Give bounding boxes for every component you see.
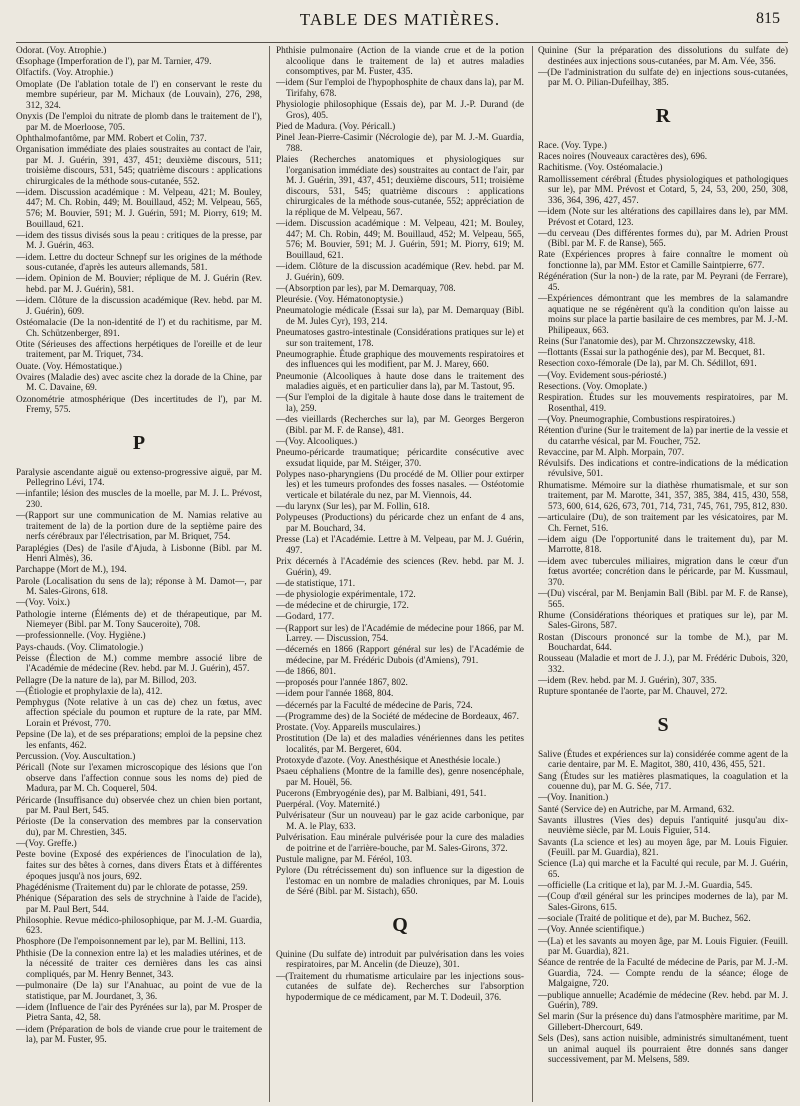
index-entry: —idem (Influence de l'air des Pyrénées sur la), par M. Prosper de Pietra Santa, 42, 58.: [16, 1002, 262, 1024]
index-entry: Organisation immédiate des plaies soustraites au contact de l'air, par M. J. Guérin, 391, 437, 451; deuxième discours, 511; troisième discours, 531, 545; quatrième discours : applications chirurgicales de la méthode sous-cutanée, 552.: [16, 144, 262, 187]
index-entry: Sels (Des), sans action nuisible, administrés simultanément, tuent un animal auquel ils pourraient être donnés sans danger successivement, par M. Melsens, 589.: [538, 1034, 788, 1066]
index-entry: —(Absorption par les), par M. Demarquay, 708.: [276, 283, 456, 294]
index-entry: —(Programme des) de la Société de médecine de Bordeaux, 467.: [276, 711, 519, 722]
index-entry: Omoplate (De l'ablation totale de l') en conservant le reste du membre supérieur, par M. Michaux (de Louvain), 276, 298, 312, 324.: [16, 79, 262, 111]
header-rule: [16, 42, 788, 43]
index-entry: —idem. Discussion académique : M. Velpeau, 421; M. Bouley, 447; M. Ch. Robin, 449; M. Bouillaud, 452; M. Velpeau, 565, 576; M. Bouvier, 591; M. J. Guérin, 591; M. Piorry, 619; M. Bouillaud, 621.: [276, 219, 524, 261]
index-entry: —(Sur l'emploi de la digitale à haute dose dans le traitement de la), 259.: [276, 393, 524, 414]
index-entry: —(Rapport sur une communication de M. Namias relative au traitement de la) de la portion dure de la septième paire des nerfs cérébraux par l'électrisation, par M. Briquet, 754.: [16, 511, 262, 543]
index-entry: Périoste (De la conservation des membres par la conservation du), par M. Chrestien, 345.: [16, 817, 262, 838]
index-entry: —de 1866, 801.: [276, 667, 336, 678]
index-entry: —idem (Rev. hebd. par M. J. Guérin), 307, 335.: [538, 676, 717, 687]
index-entry: Psaeu céphaliens (Montre de la famille des), genre nosencéphale, par M. Houël, 56.: [276, 767, 524, 788]
section-letter: Q: [392, 913, 408, 936]
index-entry: Ostéomalacie (De la non-identité de l') et du rachitisme, par M. Ch. Schützenberger, 891.: [16, 317, 262, 339]
index-entry: Sel marin (Sur la présence du) dans l'atmosphère maritime, par M. Gillebert-Dhercourt, 649.: [538, 1012, 788, 1034]
index-entry: Pellagre (De la nature de la), par M. Billod, 203.: [16, 675, 197, 686]
index-entry: Sang (Études sur les matières plasmatiques, la coagulation et la couenne du), par M. G. Sée, 717.: [538, 771, 788, 793]
index-entry: Ovaires (Maladie des) avec ascite chez la dorade de la Chine, par M. C. Davaine, 69.: [16, 372, 262, 394]
index-entry: Protoxyde d'azote. (Voy. Anesthésique et Anesthésie locale.): [276, 755, 501, 766]
index-entry: —(Voy. Pneumographie, Combustions respiratoires.): [538, 414, 736, 425]
index-entry: Races noires (Nouveaux caractères des), 696.: [538, 152, 708, 163]
index-entry: —de statistique, 171.: [276, 578, 356, 589]
index-entry: Salive (Études et expériences sur la) considérée comme agent de la carie dentaire, par M. E. Magitot, 380, 410, 436, 455, 521.: [538, 749, 788, 771]
index-entry: Race. (Voy. Type.): [538, 140, 607, 151]
index-entry: Rhumatisme. Mémoire sur la diathèse rhumatismale, et sur son traitement, par M. Marotte, 341, 357, 385, 384, 415, 430, 558, 573, 600, 614, 626, 673, 701, 714, 731, 745, 761, 795, 812, 830.: [538, 480, 788, 512]
index-entry: —du cerveau (Des différentes formes du), par M. Adrien Proust (Bibl. par M. F. de Ranse), 565.: [538, 228, 788, 250]
index-entry: Prostitution (De la) et des maladies vénériennes dans les petites localités, par M. Bergeret, 604.: [276, 734, 524, 755]
index-entry: —de physiologie expérimentale, 172.: [276, 589, 416, 600]
index-entry: —(Voy. Inanition.): [538, 793, 609, 804]
index-entry: —(Traitement du rhumatisme articulaire par les injections sous-cutanées de sulfate de). Recherches sur l'absorption hypodermique de ce médicament, par M. T. Dodeuil, 376.: [276, 971, 524, 1003]
index-entry: —infantile; lésion des muscles de la moelle, par M. J. L. Prévost, 230.: [16, 489, 262, 511]
index-entry: Rupture spontanée de l'aorte, par M. Chauvel, 272.: [538, 687, 728, 698]
index-entry: Peisse (Élection de M.) comme membre associé libre de l'Académie de médecine (Rev. hebd. par M. J. Guérin), 457.: [16, 653, 262, 675]
index-entry: Pepsine (De la), et de ses préparations; emploi de la pepsine chez les enfants, 462.: [16, 730, 262, 751]
index-entry: Quinine (Sur la préparation des dissolutions du sulfate de) destinées aux injections sous-cutanées, par M. Am. Vée, 356.: [538, 46, 788, 67]
index-entry: Phthisie pulmonaire (Action de la viande crue et de la potion alcoolique dans le traitement de la) et autres maladies consomptives, par M. Fuster, 435.: [276, 46, 524, 78]
index-entry: Resection coxo-fémorale (De la), par M. Ch. Sédillot, 691.: [538, 359, 757, 370]
index-entry: —pulmonaire (De la) sur l'Anahuac, au point de vue de la statistique, par M. Jourdanet, 3, 36.: [16, 981, 262, 1002]
index-entry: —idem pour l'année 1868, 804.: [276, 689, 394, 700]
index-entry: Odorat. (Voy. Atrophie.): [16, 46, 107, 56]
index-column-3: [538, 46, 788, 1102]
index-entry: Polypes naso-pharyngiens (Du procédé de M. Ollier pour extirper les) et les tumeurs profondes des fosses nasales. — Ostéotomie verticale et bilatérale du nez, par M. Viennois, 44.: [276, 469, 524, 502]
index-entry: —professionnelle. (Voy. Hygiène.): [16, 631, 146, 642]
index-entry: —(Rapport sur les) de l'Académie de médecine pour 1866, par M. Larrey. — Discussion, 754.: [276, 623, 524, 645]
index-entry: Péricarde (Insuffisance du) observée chez un chien bien portant, par M. Paul Bert, 545.: [16, 795, 262, 817]
index-entry: Séance de rentrée de la Faculté de médecine de Paris, par M. J.-M. Guardia, 724. — Compte rendu de la séance; éloge de Malgaigne, 720.: [538, 958, 788, 990]
index-entry: —idem (Sur l'emploi de l'hypophosphite de chaux dans la), par M. Tirifahy, 678.: [276, 78, 524, 99]
index-entry: Phénique (Séparation des sels de strychnine à l'aide de l'acide), par M. Paul Bert, 544.: [16, 893, 262, 915]
index-entry: Puerpéral. (Voy. Maternité.): [276, 800, 380, 811]
index-entry: —Expériences démontrant que les membres de la salamandre aquatique ne se régénèrent qu'à la condition qu'on laisse au moins sur place la partie basilaire de ces membres, par M. J.-M. Philipeaux, 663.: [538, 294, 788, 336]
section-letter: P: [132, 431, 146, 454]
index-entry: Pucerons (Embryogénie des), par M. Balbiani, 491, 541.: [276, 788, 487, 799]
index-entry: —(Étiologie et prophylaxie de la), 412.: [16, 686, 163, 697]
index-entry: Pustule maligne, par M. Féréol, 103.: [276, 854, 413, 865]
index-entry: Parole (Localisation du sens de la); réponse à M. Damot—, par M. Sales-Girons, 618.: [16, 576, 262, 598]
index-entry: —idem. Clôture de la discussion académique (Rev. hebd. par M. J. Guérin), 609.: [276, 262, 524, 283]
index-entry: —flottants (Essai sur la pathogénie des), par M. Becquet, 81.: [538, 348, 765, 359]
index-entry: Prix décernés à l'Académie des sciences (Rev. hebd. par M. J. Guérin), 49.: [276, 556, 524, 578]
index-entry: —de médecine et de chirurgie, 172.: [276, 601, 409, 612]
index-entry: —du larynx (Sur les), par M. Follin, 618.: [276, 502, 430, 513]
index-entry: Otite (Sérieuses des affections herpétiques de l'oreille et de leur traitement, par M. Triquet, 734.: [16, 339, 262, 361]
index-entry: —(Voy. Greffe.): [16, 839, 77, 850]
index-entry: Savants (La science et les) au moyen âge, par M. Louis Figuier. (Feuill. par M. Guardia), 821.: [538, 837, 788, 859]
index-entry: —décernés en 1866 (Rapport général sur les) de l'Académie de médecine, par M. Frédéric Dubois (d'Amiens), 791.: [276, 645, 524, 666]
index-entry: Rhume (Considérations théoriques et pratiques sur le), par M. Sales-Girons, 587.: [538, 610, 788, 632]
index-entry: Phthisie (De la connexion entre la) et les maladies utérines, et de la nécessité de traiter ces dernières dans les cas ainsi compliqués, par M. Henry Bennet, 343.: [16, 948, 262, 980]
index-entry: Physiologie philosophique (Essais de), par M. J.-P. Durand (de Gros), 405.: [276, 100, 524, 121]
index-entry: Onyxis (De l'emploi du nitrate de plomb dans le traitement de l'), par M. de Moerloose, 705.: [16, 111, 262, 133]
index-entry: Paralysie ascendante aiguë ou extenso-progressive aiguë, par M. Pellegrino Lévi, 174.: [16, 467, 262, 489]
index-entry: Péricall (Note sur l'examen microscopique des lésions que l'on observe dans l'affection connue sous les noms de) pied de Madura, par M. Ch. Coquerel, 504.: [16, 763, 262, 795]
index-entry: Polypeuses (Productions) du péricarde chez un enfant de 4 ans, par M. Bouchard, 34.: [276, 513, 524, 534]
page-header: [0, 4, 800, 34]
index-entry: Reins (Sur l'anatomie des), par M. Chrzonszczewsky, 418.: [538, 337, 756, 347]
index-entry: —idem avec tubercules miliaires, migration dans le cœur d'un fœtus avortée; concrétion dans le péricarde, par M. Kussmaul, 370.: [538, 556, 788, 588]
index-entry: Prostate. (Voy. Appareils musculaires.): [276, 723, 421, 733]
index-entry: Plaies (Recherches anatomiques et physiologiques sur l'organisation immédiate des) soustraites au contact de l'air, par M. J. Guérin, 391, 437, 451; deuxième discours, 511; troisième discours, 531, 545; quatrième discours : applications chirurgicales de la méthode sous-cutanée, 552; appréciation de la réplique de M. Velpeau, 567.: [276, 154, 524, 218]
index-entry: —(Voy. Voix.): [16, 598, 70, 609]
page-title: TABLE DES MATIÈRES.: [299, 10, 501, 29]
index-entry: Pathologie interne (Éléments de) et de thérapeutique, par M. Niemeyer (Bibl. par M. Tony Sauceroite), 708.: [16, 609, 262, 631]
index-entry: —idem. Clôture de la discussion académique (Rev. hebd. par M. J. Guérin), 609.: [16, 296, 262, 317]
index-entry: Pays-chauds. (Voy. Climatologie.): [16, 642, 144, 653]
index-entry: Phosphore (De l'empoisonnement par le), par M. Bellini, 113.: [16, 937, 246, 948]
index-entry: Respiration. Études sur les mouvements respiratoires, par M. Rosenthal, 419.: [538, 392, 788, 414]
index-entry: Pulvérisation. Eau minérale pulvérisée pour la cure des maladies de poitrine et de l'arrière-bouche, par M. Sales-Girons, 372.: [276, 833, 524, 854]
index-entry: —publique annuelle; Académie de médecine (Rev. hebd. par M. J. Guérin), 789.: [538, 990, 788, 1012]
index-entry: —idem des tissus divisés sous la peau : critiques de la presse, par M. J. Guérin, 463.: [16, 230, 262, 252]
index-entry: Presse (La) et l'Académie. Lettre à M. Velpeau, par M. J. Guérin, 497.: [276, 535, 524, 556]
index-entry: —idem aigu (De l'opportunité dans le traitement du), par M. Marrotte, 818.: [538, 534, 788, 556]
index-entry: Rostan (Discours prononcé sur la tombe de M.), par M. Bouchardat, 644.: [538, 632, 788, 654]
index-entry: —décernés par la Faculté de médecine de Paris, 724.: [276, 700, 473, 711]
index-entry: —idem. Discussion académique : M. Velpeau, 421; M. Bouley, 447; M. Ch. Robin, 449; M. Bouillaud, 452; M. Velpeau, 565, 576; M. Bouvier, 591; M. J. Guérin, 591; M. Piorry, 619; M. Bouillaud, 621.: [16, 187, 262, 230]
index-entry: Pulvérisateur (Sur un nouveau) par le gaz acide carbonique, par M. A. le Play, 633.: [276, 811, 524, 832]
index-entry: Ramollissement cérébral (Études physiologiques et pathologiques sur le), par MM. Prévost et Cotard, 5, 24, 53, 200, 250, 308, 336, 364, 396, 427, 457.: [538, 174, 788, 206]
index-entry: Rachitisme. (Voy. Ostéomalacie.): [538, 163, 663, 174]
section-letter: S: [657, 713, 669, 736]
index-entry: Science (La) qui marche et la Faculté qui recule, par M. J. Guérin, 65.: [538, 859, 788, 880]
index-entry: —(Voy. Alcooliques.): [276, 436, 358, 447]
index-entry: Rousseau (Maladie et mort de J. J.), par M. Frédéric Dubois, 320, 332.: [538, 654, 788, 675]
index-entry: —sociale (Traité de politique et de), par M. Buchez, 562.: [538, 914, 751, 925]
index-entry: Pylore (Du rétrécissement du) son influence sur la digestion de l'estomac en un nombre de maladies chroniques, par M. Louis de Séré (Bibl. par M. Sistach), 650.: [276, 866, 524, 898]
index-entry: —proposés pour l'année 1867, 802.: [276, 678, 408, 689]
index-entry: Phagédénisme (Traitement du) par le chlorate de potasse, 259.: [16, 882, 248, 893]
index-entry: Olfactifs. (Voy. Atrophie.): [16, 68, 114, 79]
index-entry: Resections. (Voy. Omoplate.): [538, 381, 647, 392]
index-entry: Révulsifs. Des indications et contre-indications de la médication révulsive, 501.: [538, 458, 788, 480]
index-entry: —(Du) viscéral, par M. Benjamin Ball (Bibl. par M. F. de Ranse), 565.: [538, 588, 788, 610]
index-entry: —articulaire (Du), de son traitement par les vésicatoires, par M. Ch. Fernet, 516.: [538, 513, 788, 534]
index-entry: Ozonométrie atmosphérique (Des incertitudes de l'), par M. Fremy, 575.: [16, 394, 262, 416]
index-entry: Parchappe (Mort de M.), 194.: [16, 565, 127, 576]
index-entry: Philosophie. Revue médico-philosophique, par M. J.-M. Guardia, 623.: [16, 915, 262, 937]
index-entry: Pinel Jean-Pierre-Casimir (Nécrologie de), par M. J.-M. Guardia, 788.: [276, 133, 524, 154]
index-entry: Pleurésie. (Voy. Hématonoptysie.): [276, 295, 404, 305]
column-divider: [269, 46, 270, 1102]
section-letter: R: [655, 104, 671, 127]
index-entry: Pneumatologie médicale (Essai sur la), par M. Demarquay (Bibl. de M. Jules Cyr), 193, 214.: [276, 306, 524, 327]
index-entry: Pneumonie (Alcooliques à haute dose dans le traitement des maladies aiguës, et en particulier dans la), par M. Tastout, 95.: [276, 371, 524, 393]
index-entry: Paraplégies (Des) de l'asile d'Ajuda, à Lisbonne (Bibl. par M. Henri Almès), 36.: [16, 543, 262, 565]
index-entry: —des vieillards (Recherches sur la), par M. Georges Bergeron (Bibl. par M. F. de Ranse), 481.: [276, 415, 524, 436]
index-entry: —(De l'administration du sulfate de) en injections sous-cutanées, par M. O. Pilian-Dufeilhay, 385.: [538, 67, 788, 89]
index-entry: Œsophage (Imperforation de l'), par M. Tarnier, 479.: [16, 57, 212, 68]
index-entry: —Godard, 177.: [276, 612, 335, 623]
index-column-2: [276, 46, 524, 1102]
index-entry: —(Coup d'œil général sur les principes modernes de la), par M. Sales-Girons, 615.: [538, 892, 788, 913]
index-entry: —idem (Note sur les altérations des capillaires dans le), par MM. Prévost et Cotard, 123.: [538, 206, 788, 228]
index-entry: Rétention d'urine (Sur le traitement de la) par inertie de la vessie et du catarrhe vésical, par M. Foucher, 752.: [538, 425, 788, 447]
index-entry: Pneumatoses gastro-intestinale (Considérations pratiques sur le) et sur son traitement, 178.: [276, 327, 524, 349]
index-entry: Percussion. (Voy. Auscultation.): [16, 752, 136, 763]
index-entry: —idem. Opinion de M. Bouvier; réplique de M. J. Guérin (Rev. hebd. par M. J. Guérin), 581.: [16, 274, 262, 295]
column-divider: [532, 46, 533, 1102]
index-entry: Pied de Madura. (Voy. Péricall.): [276, 121, 396, 132]
index-entry: Pemphygus (Note relative à un cas de) chez un fœtus, avec affection spéciale du poumon et rupture de la rate, par MM. Lorain et Prévost, 770.: [16, 697, 262, 730]
index-entry: —idem. Lettre du docteur Schnepf sur les origines de la méthode sous-cutanée, d'après les auteurs allemands, 581.: [16, 252, 262, 274]
index-entry: Régénération (Sur la non-) de la rate, par M. Peyrani (de Ferrare), 45.: [538, 272, 788, 293]
index-entry: Peste bovine (Exposé des expériences de l'inoculation de la), faites sur des bêtes à cornes, dans divers États et à différentes époques jusqu'à nos jours, 692.: [16, 850, 262, 882]
index-entry: Revaccine, par M. Alph. Morpain, 707.: [538, 447, 685, 458]
index-entry: —(Voy. Année scientifique.): [538, 925, 645, 936]
index-entry: Pneumographie. Étude graphique des mouvements respiratoires et des influences qui les modifient, par M. J. Marey, 660.: [276, 349, 524, 371]
index-columns: [14, 46, 790, 1102]
index-entry: Quinine (Du sulfate de) introduit par pulvérisation dans les voies respiratoires, par M. Ancelin (de Dieuze), 301.: [276, 949, 524, 971]
index-entry: Santé (Service de) en Autriche, par M. Armand, 632.: [538, 804, 735, 815]
index-entry: Ophthalmofantôme, par MM. Robert et Colin, 737.: [16, 133, 207, 144]
index-entry: —officielle (La critique et la), par M. J.-M. Guardia, 545.: [538, 881, 753, 892]
index-entry: Pneumo-péricarde traumatique; péricardite consécutive avec exsudat liquide, par M. Stéiger, 370.: [276, 448, 524, 469]
index-entry: Savants illustres (Vies des) depuis l'antiquité jusqu'au dix-neuvième siècle, par M. Louis Figuier, 514.: [538, 815, 788, 837]
index-column-1: [16, 46, 262, 1102]
index-entry: Ouate. (Voy. Hémostatique.): [16, 361, 122, 372]
index-entry: Rate (Expériences propres à faire connaître le moment où fonctionne la), par MM. Estor et Camille Saintpierre, 677.: [538, 250, 788, 272]
index-entry: —idem (Préparation de bols de viande crue pour le traitement de la), par M. Fuster, 95.: [16, 1024, 262, 1046]
index-entry: —(Voy. Evidement sous-périosté.): [538, 370, 667, 381]
page-number: 815: [756, 10, 780, 27]
index-entry: —(La) et les savants au moyen âge, par M. Louis Figuier. (Feuill. par M. Guardia), 821.: [538, 936, 788, 958]
